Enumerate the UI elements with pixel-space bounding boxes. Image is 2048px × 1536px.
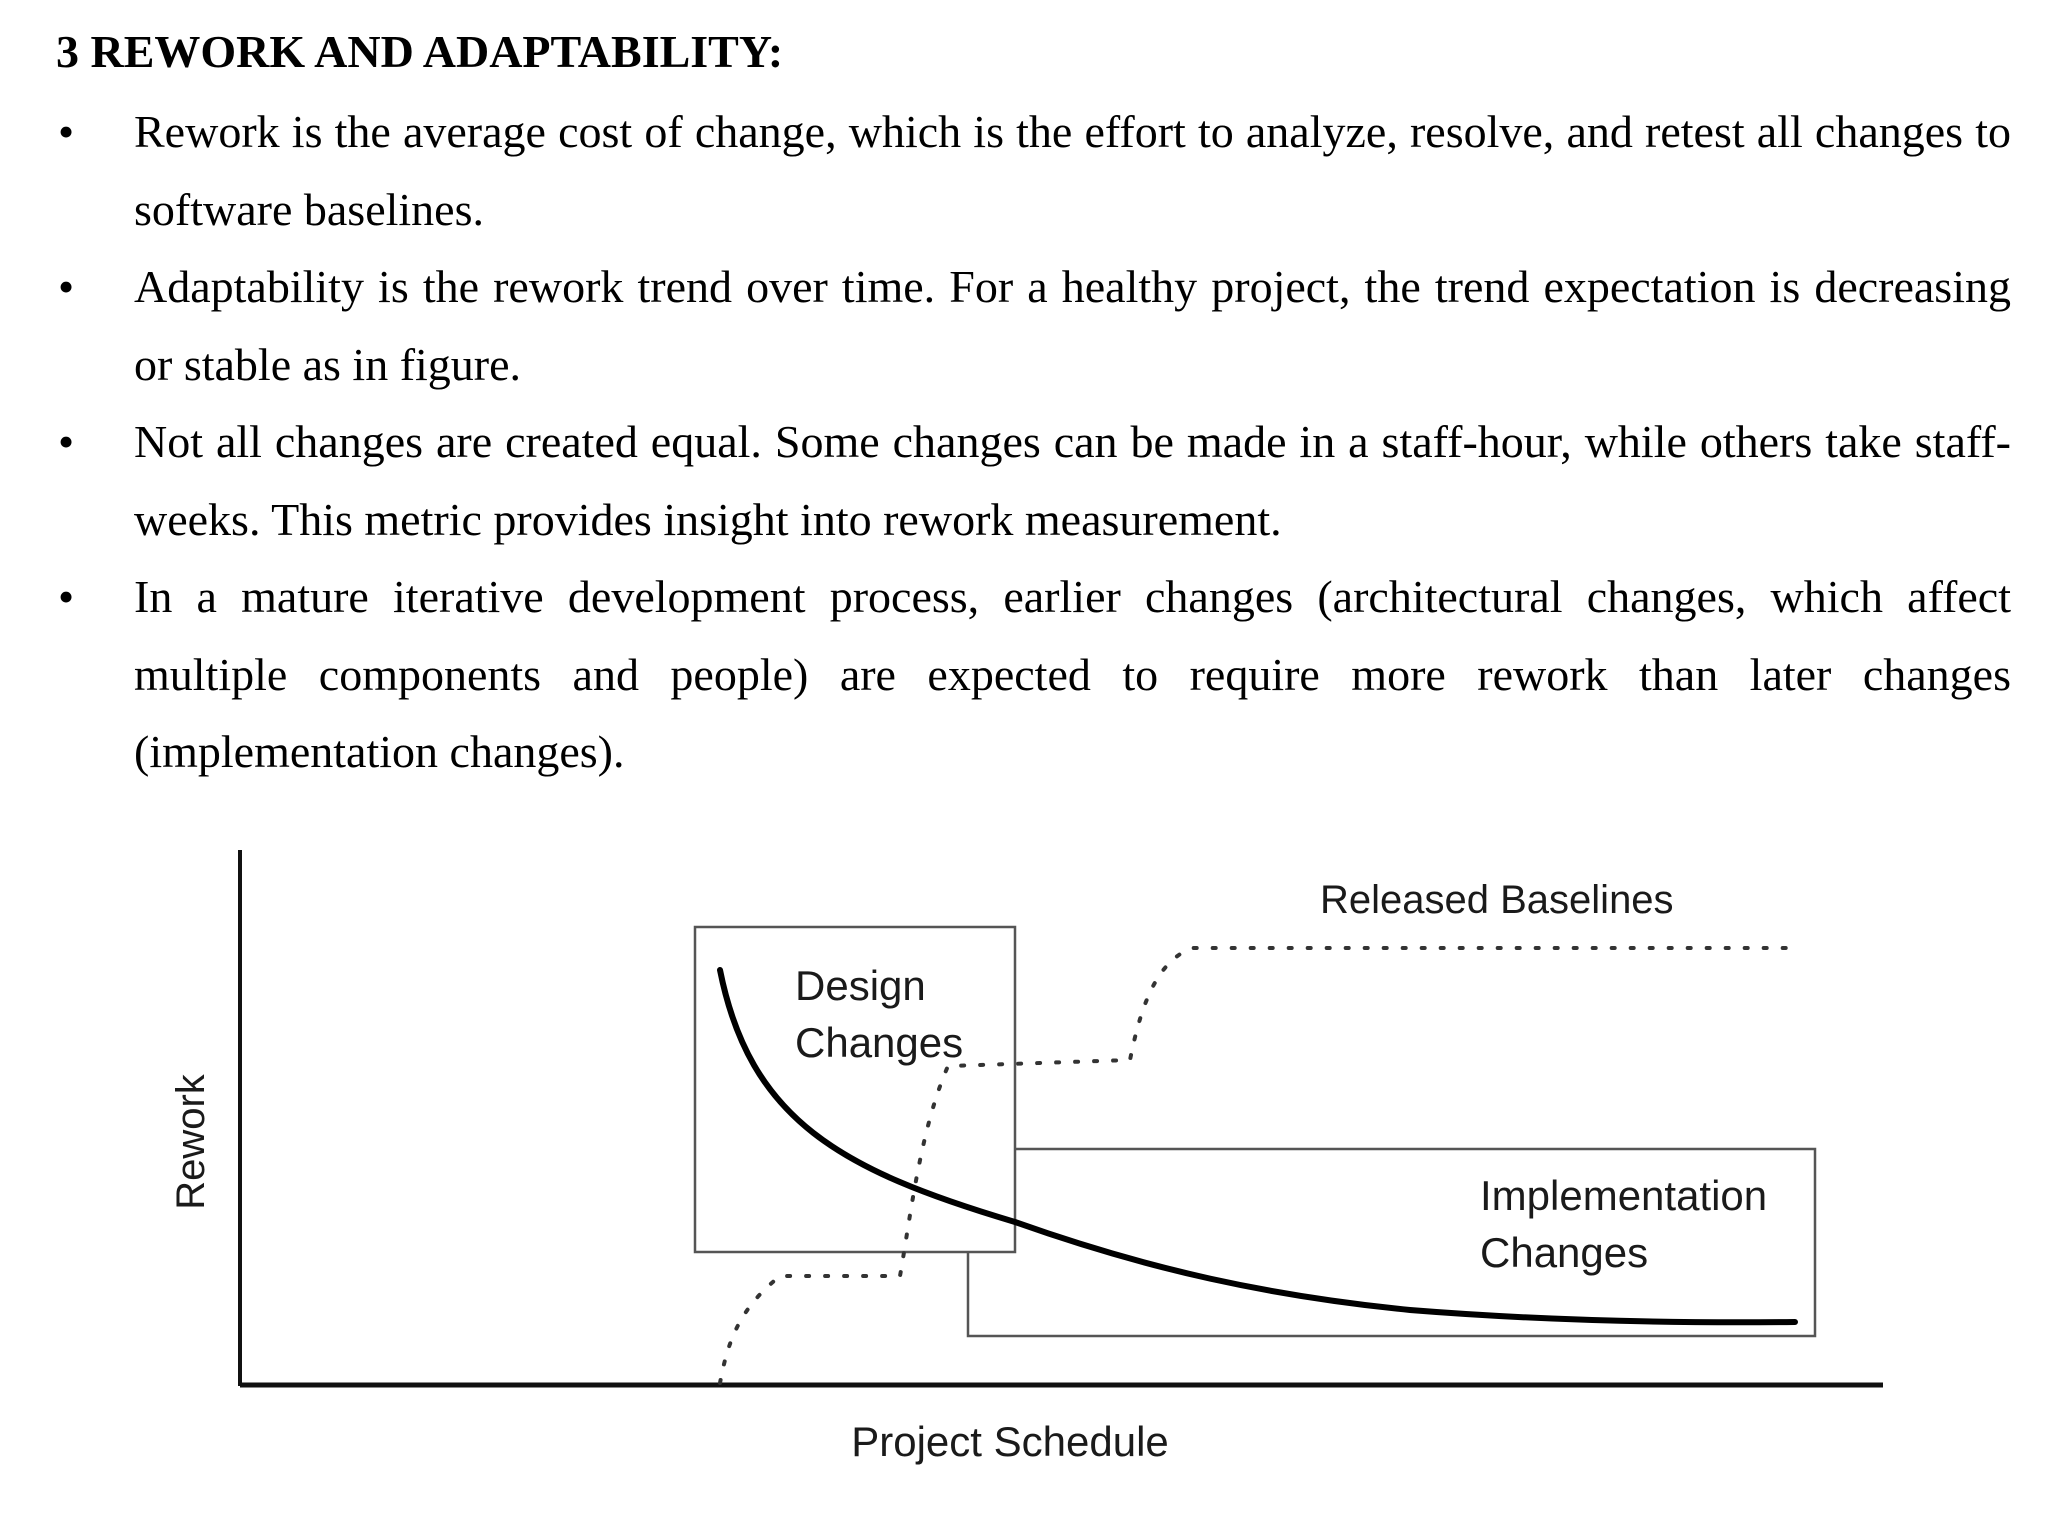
section-heading: 3 REWORK AND ADAPTABILITY:: [56, 26, 784, 77]
implementation-changes-label-line1: Implementation: [1480, 1172, 1768, 1219]
released-baselines-line: [720, 948, 1800, 1383]
bullet-text: In a mature iterative development process, earlier changes (architectural changes, which affect multiple components and people) are expected to require more rework than later changes (implementation changes).: [134, 571, 2011, 777]
bullet-marker: •: [57, 261, 75, 312]
y-axis-label: Rework: [169, 1074, 213, 1210]
bullet-marker: •: [57, 571, 75, 622]
x-axis-label: Project Schedule: [851, 1418, 1169, 1465]
design-changes-label-line2: Changes: [795, 1019, 964, 1066]
design-changes-label-line1: Design: [795, 962, 926, 1009]
bullet-marker: •: [57, 106, 75, 157]
bullet-item-rework: [56, 93, 2011, 248]
bullet-text: Adaptability is the rework trend over time. For a healthy project, the trend expectation is decreasing or stable as in figure.: [134, 261, 2011, 390]
bullet-list: [56, 93, 2011, 791]
bullet-text: Not all changes are created equal. Some changes can be made in a staff-hour, while others take staff-weeks. This metric provides insight into rework measurement.: [134, 416, 2011, 545]
bullet-item-changes-not-equal: [56, 403, 2011, 558]
rework-figure: [140, 830, 1920, 1480]
bullet-marker: •: [57, 416, 75, 467]
released-baselines-label: Released Baselines: [1320, 878, 1674, 922]
bullet-item-adaptability: [56, 248, 2011, 403]
bullet-item-mature-process: [56, 558, 2011, 791]
implementation-changes-label-line2: Changes: [1480, 1229, 1649, 1276]
rework-diagram: [140, 830, 1920, 1480]
bullet-text: Rework is the average cost of change, which is the effort to analyze, resolve, and retest all changes to software baselines.: [134, 106, 2011, 235]
